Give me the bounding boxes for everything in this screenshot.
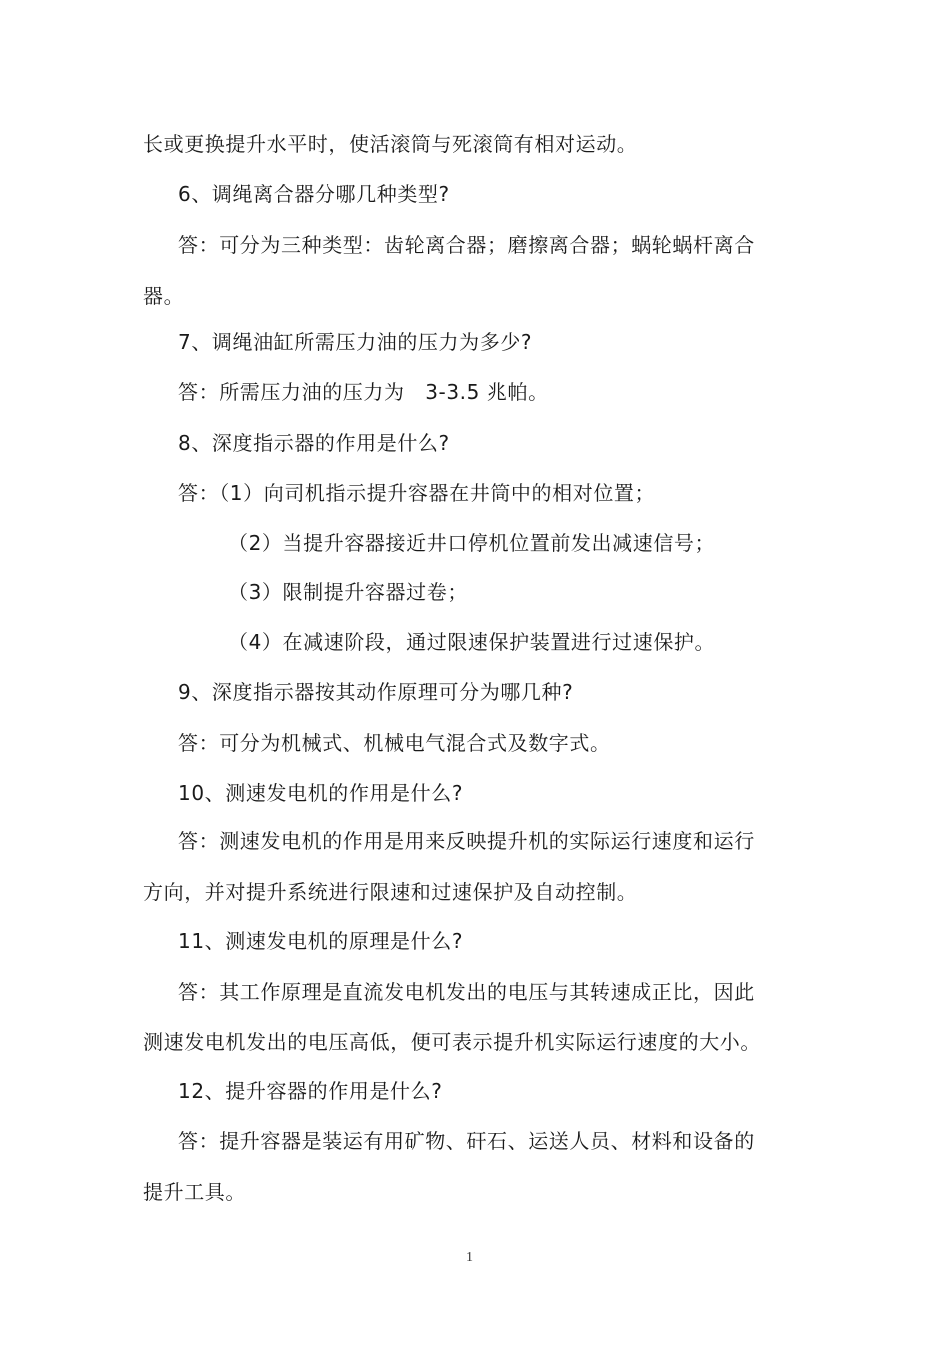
question-7: 7、调绳油缸所需压力油的压力为多少?: [178, 330, 533, 354]
question-8: 8、深度指示器的作用是什么?: [178, 431, 450, 455]
answer-8-item-4: （4）在减速阶段，通过限速保护装置进行过速保护。: [228, 630, 716, 654]
text-line: 测速发电机发出的电压高低，便可表示提升机实际运行速度的大小。: [143, 1030, 761, 1054]
question-6: 6、调绳离合器分哪几种类型?: [178, 182, 450, 206]
answer-8-item-3: （3）限制提升容器过卷；: [228, 580, 468, 604]
answer-8: 答：（1）向司机指示提升容器在井筒中的相对位置；: [178, 481, 656, 505]
question-10: 10、测速发电机的作用是什么?: [178, 781, 464, 805]
text-line: 长或更换提升水平时，使活滚筒与死滚筒有相对运动。: [143, 132, 638, 156]
page-number: 1: [466, 1250, 473, 1265]
text-line: 提升工具。: [143, 1180, 246, 1204]
answer-12: 答：提升容器是装运有用矿物、矸石、运送人员、材料和设备的: [178, 1129, 755, 1153]
question-11: 11、测速发电机的原理是什么?: [178, 929, 464, 953]
text-line: 方向，并对提升系统进行限速和过速保护及自动控制。: [143, 880, 638, 904]
text-line: 器。: [143, 284, 185, 308]
answer-11: 答：其工作原理是直流发电机发出的电压与其转速成正比，因此: [178, 980, 755, 1004]
answer-10: 答：测速发电机的作用是用来反映提升机的实际运行速度和运行: [178, 829, 755, 853]
question-12: 12、提升容器的作用是什么?: [178, 1079, 443, 1103]
question-9: 9、深度指示器按其动作原理可分为哪几种?: [178, 680, 574, 704]
answer-7: 答：所需压力油的压力为 3-3.5 兆帕。: [178, 380, 549, 404]
answer-6: 答：可分为三种类型：齿轮离合器；磨擦离合器；蜗轮蜗杆离合: [178, 233, 755, 257]
answer-9: 答：可分为机械式、机械电气混合式及数字式。: [178, 731, 611, 755]
answer-8-item-2: （2）当提升容器接近井口停机位置前发出减速信号；: [228, 531, 716, 555]
